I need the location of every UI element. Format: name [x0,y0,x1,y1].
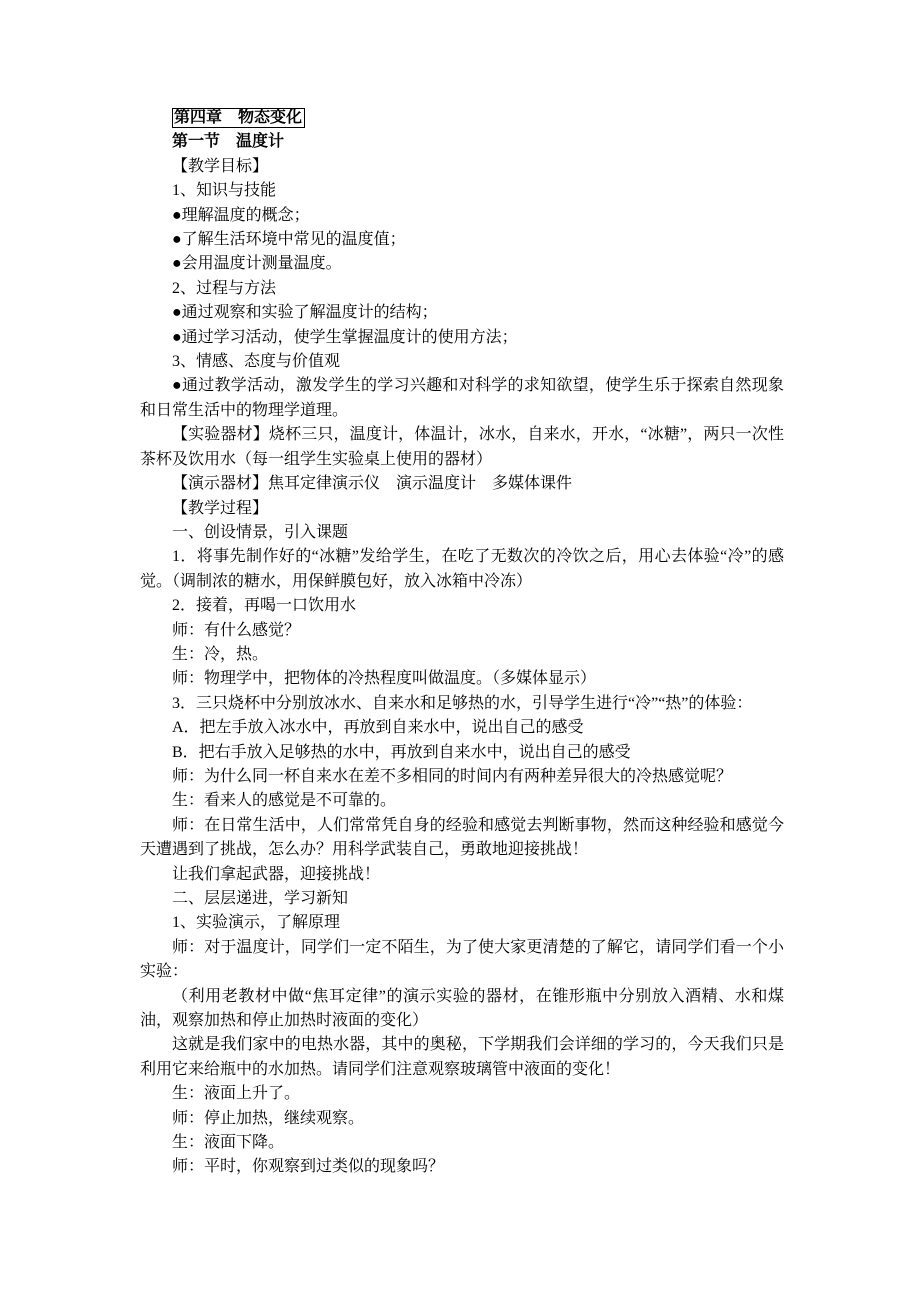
paragraph: 生：液面上升了。 [172,1085,301,1103]
paragraph: 1、知识与技能 [172,182,277,200]
paragraph: 【实验器材】烧杯三只，温度计，体温计，冰水，自来水，开水，“冰糖”，两只一次性茶杯及饮用水（每一组学生实验桌上使用的器材） [140,426,784,468]
paragraph: 师：有什么感觉？ [172,621,301,639]
paragraph: 师：在日常生活中，人们常常凭自身的经验和感觉去判断事物，然而这种经验和感觉今天遭遇到了挑战，怎么办？用科学武装自己，勇敢地迎接挑战！ [140,816,784,859]
paragraph: 2．接着，再喝一口饮用水 [172,597,357,615]
chapter-title [140,106,784,130]
paragraph: 这就是我们家中的电热水器，其中的奥秘，下学期我们会详细的学习的，今天我们只是利用它来给瓶中的水加热。请同学们注意观察玻璃管中液面的变化！ [140,1036,784,1078]
paragraph: 二、层层递进，学习新知 [172,890,349,907]
document-content [140,106,784,1180]
paragraph: 【演示器材】焦耳定律演示仪 演示温度计 多媒体课件 [172,475,573,493]
paragraph: A．把左手放入冰水中，再放到自来水中，说出自己的感受 [172,719,584,737]
paragraph: 师：停止加热，继续观察。 [172,1109,365,1127]
paragraph: （利用老教材中做“焦耳定律”的演示实验的器材，在锥形瓶中分别放入酒精、水和煤油，观察加热和停止加热时液面的变化） [140,987,784,1030]
paragraph: 【教学目标】 [172,157,269,175]
paragraph: ●了解生活环境中常见的温度值； [172,231,406,249]
paragraph: ●理解温度的概念； [172,206,310,224]
paragraph: ●会用温度计测量温度。 [172,255,342,273]
paragraph: ●通过学习活动，使学生掌握温度计的使用方法； [172,328,518,346]
paragraph: 【教学过程】 [172,499,269,517]
paragraph: 2、过程与方法 [172,279,277,297]
paragraph: 师：对于温度计，同学们一定不陌生，为了使大家更清楚的了解它，请同学们看一个小实验： [140,938,784,981]
paragraph: 生：看来人的感觉是不可靠的。 [172,792,397,810]
paragraph: 1．将事先制作好的“冰糖”发给学生，在吃了无数次的冷饮之后，用心去体验“冷”的感觉。（调制浓的糖水，用保鲜膜包好，放入冰箱中冷冻） [140,548,784,590]
paragraph: ●通过教学活动，激发学生的学习兴趣和对科学的求知欲望，使学生乐于探索自然现象和日常生活中的物理学道理。 [140,377,784,419]
chapter-title-text: 第四章 物态变化 [172,108,305,128]
paragraph: 3．三只烧杯中分别放冰水、自来水和足够热的水，引导学生进行“冷”“热”的体验： [172,694,753,712]
section-title: 第一节 温度计 [172,133,285,151]
paragraph: 生：冷，热。 [172,645,269,663]
paragraph: 师：平时，你观察到过类似的现象吗？ [172,1158,445,1176]
paragraph: 让我们拿起武器，迎接挑战！ [172,865,381,883]
paragraph: 3、情感、态度与价值观 [172,353,341,371]
paragraph: 师：为什么同一杯自来水在差不多相同的时间内有两种差异很大的冷热感觉呢？ [172,767,733,785]
paragraph: ●通过观察和实验了解温度计的结构； [172,304,438,322]
paragraph: 生：液面下降。 [172,1134,285,1152]
paragraph: 师：物理学中，把物体的冷热程度叫做温度。（多媒体显示） [172,670,597,688]
paragraph: 1、实验演示，了解原理 [172,914,341,932]
paragraph: B．把右手放入足够热的水中，再放到自来水中，说出自己的感受 [172,743,631,761]
paragraph: 一、创设情景，引入课题 [172,523,349,541]
